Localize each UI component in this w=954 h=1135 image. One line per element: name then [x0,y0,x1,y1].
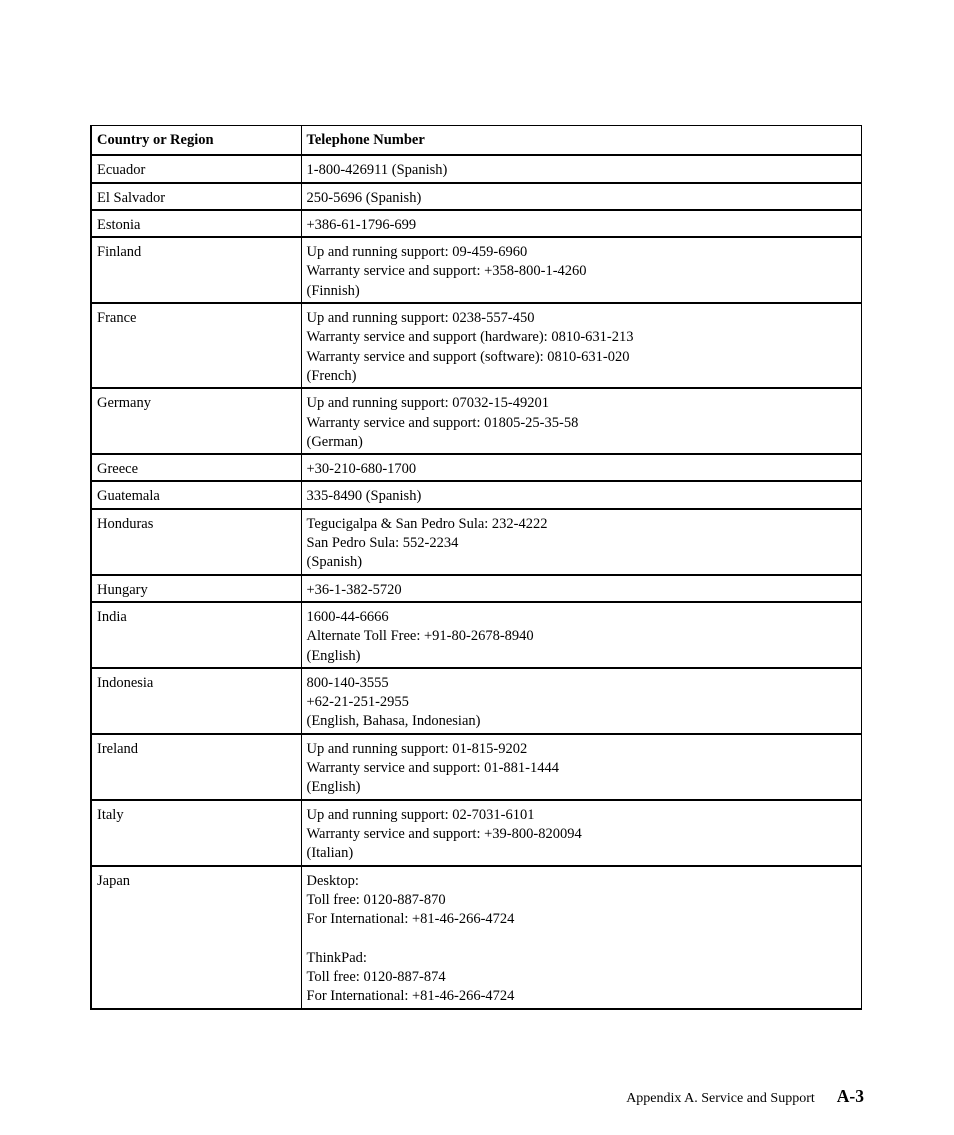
telephone-line: Tegucigalpa & San Pedro Sula: 232-4222 [306,515,548,532]
telephone-line: (Spanish) [306,554,363,571]
telephone-cell [301,303,862,388]
table-row [91,155,862,182]
telephone-cell [301,454,862,481]
telephone-line: For International: +81-46-266-4724 [306,988,515,1005]
telephone-line: Up and running support: 07032-15-49201 [306,395,549,412]
country-cell: France [91,303,301,388]
telephone-cell [301,668,862,734]
telephone-line: Alternate Toll Free: +91-80-2678-8940 [306,628,534,645]
telephone-line: Up and running support: 01-815-9202 [306,740,528,757]
telephone-line: Toll free: 0120-887-874 [306,968,446,985]
telephone-cell [301,602,862,668]
telephone-line: 335-8490 (Spanish) [306,488,422,505]
page-number: A-3 [836,1086,864,1106]
table-row [91,183,862,210]
footer-section-title: Appendix A. Service and Support [626,1091,815,1106]
table-row [91,800,862,866]
country-cell: El Salvador [91,183,301,210]
telephone-line: (Finnish) [306,282,360,299]
telephone-line: ThinkPad: [306,949,367,966]
telephone-line: Warranty service and support: 01805-25-35-58 [306,414,579,431]
country-cell: Japan [91,866,301,1009]
telephone-line: +62-21-251-2955 [306,694,409,711]
page-footer [626,1086,864,1107]
telephone-line: Warranty service and support: +39-800-820094 [306,825,582,842]
table-row [91,866,862,1009]
telephone-line: San Pedro Sula: 552-2234 [306,535,459,552]
country-cell: Finland [91,237,301,303]
table-row [91,602,862,668]
telephone-line: +36-1-382-5720 [306,581,402,598]
telephone-line: Up and running support: 02-7031-6101 [306,806,535,823]
telephone-line: Warranty service and support (software): 0810-631-020 [306,348,630,365]
table-row [91,509,862,575]
telephone-cell [301,866,862,1009]
telephone-cell [301,155,862,182]
table-row [91,454,862,481]
table-row [91,210,862,237]
telephone-cell [301,734,862,800]
country-cell: India [91,602,301,668]
telephone-line [307,929,858,948]
telephone-line: Up and running support: 0238-557-450 [306,310,535,327]
telephone-line: (German) [306,433,363,450]
country-cell: Honduras [91,509,301,575]
telephone-line: Warranty service and support (hardware): 0810-631-213 [306,329,634,346]
telephone-cell [301,183,862,210]
country-cell: Indonesia [91,668,301,734]
table-row [91,668,862,734]
telephone-line: Warranty service and support: +358-800-1-4260 [306,263,587,280]
country-cell: Ecuador [91,155,301,182]
telephone-line: 1600-44-6666 [306,608,389,625]
telephone-cell [301,509,862,575]
telephone-line: 250-5696 (Spanish) [306,189,422,206]
table-row [91,237,862,303]
telephone-cell [301,575,862,602]
telephone-cell [301,237,862,303]
telephone-line: (English, Bahasa, Indonesian) [306,713,481,730]
country-cell: Estonia [91,210,301,237]
telephone-line: Up and running support: 09-459-6960 [306,244,528,261]
telephone-line: 800-140-3555 [306,674,389,691]
telephone-line: +30-210-680-1700 [306,461,417,478]
telephone-line: (Italian) [306,845,354,862]
telephone-line: For International: +81-46-266-4724 [306,911,515,928]
telephone-cell [301,481,862,508]
telephone-cell [301,800,862,866]
country-cell: Guatemala [91,481,301,508]
telephone-line: (English) [306,647,361,664]
table-row [91,303,862,388]
table-row [91,575,862,602]
country-cell: Ireland [91,734,301,800]
country-cell: Hungary [91,575,301,602]
table-body [91,155,862,1008]
table-row [91,481,862,508]
telephone-line: 1-800-426911 (Spanish) [306,162,448,179]
telephone-line: +386-61-1796-699 [306,216,417,233]
telephone-cell [301,388,862,454]
telephone-support-table [90,125,862,1010]
telephone-line: Desktop: [306,872,359,889]
header-country-or-region: Country or Region [91,126,301,156]
telephone-line: Warranty service and support: 01-881-1444 [306,760,560,777]
header-telephone-number: Telephone Number [301,126,862,156]
table-row [91,388,862,454]
telephone-line: (English) [306,779,361,796]
telephone-cell [301,210,862,237]
telephone-line: (French) [306,367,357,384]
table-header-row [91,126,862,156]
country-cell: Italy [91,800,301,866]
country-cell: Greece [91,454,301,481]
country-cell: Germany [91,388,301,454]
telephone-line: Toll free: 0120-887-870 [306,891,446,908]
table-row [91,734,862,800]
